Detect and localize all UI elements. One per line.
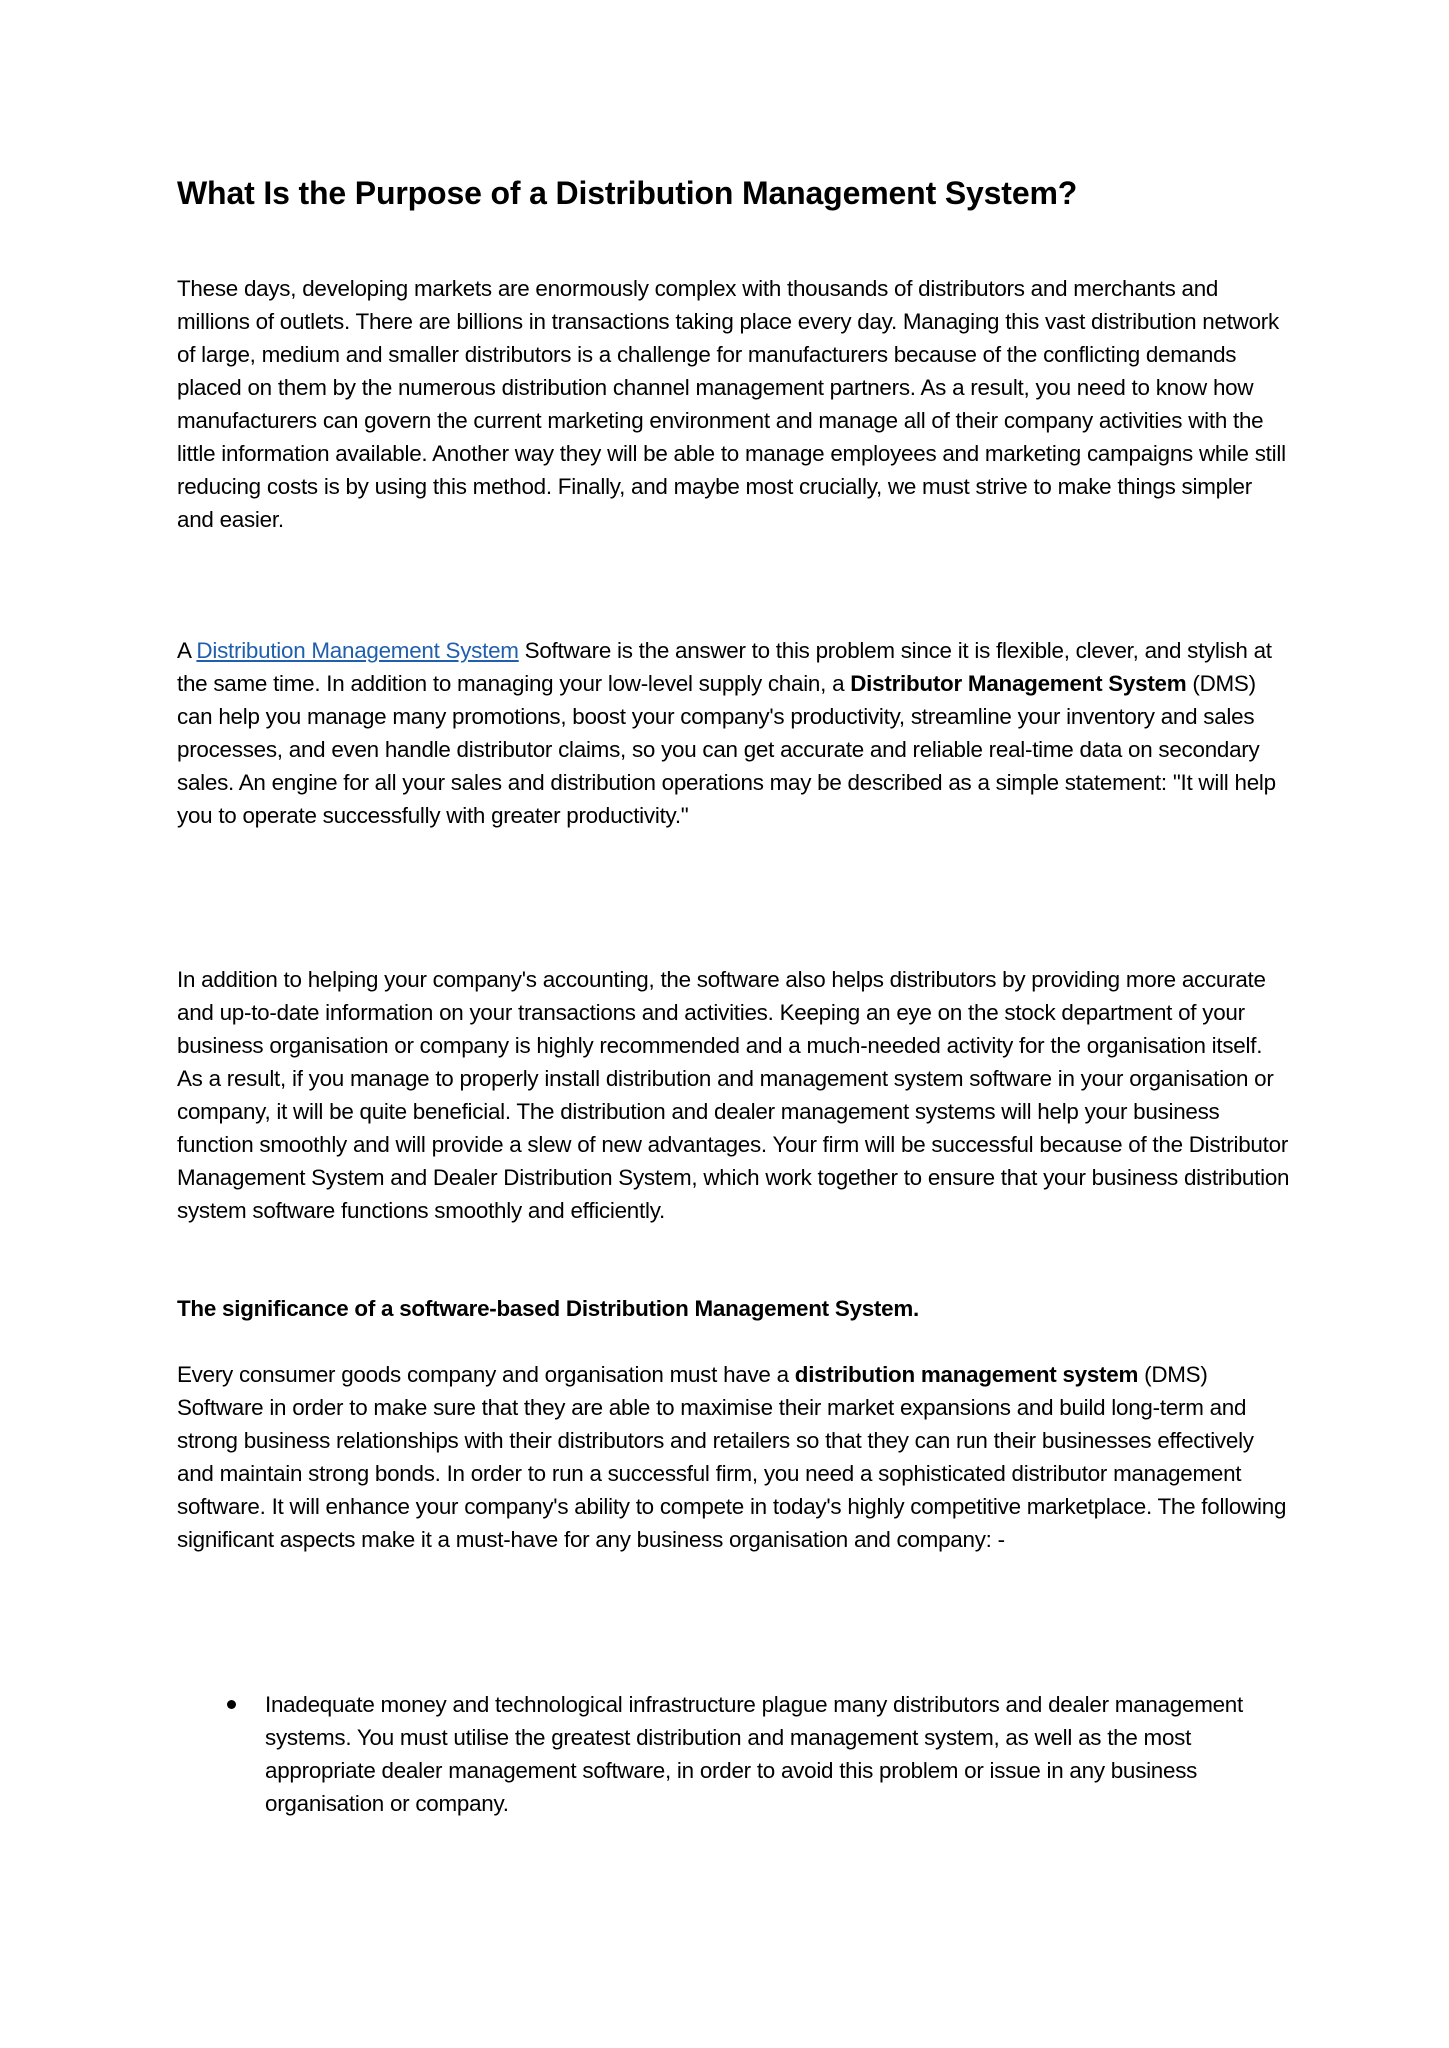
bold-term-distributor-management-system: Distributor Management System [850, 671, 1187, 696]
distribution-management-system-link[interactable]: Distribution Management System [196, 638, 519, 663]
paragraph-lead-text: A [177, 638, 197, 663]
aspects-bullet-list [177, 1688, 1292, 1820]
paragraph-tail-text: (DMS) Software in order to make sure that they are able to maximise their market expansions and build long-term and strong business relationships with their distributors and retailers so that they can run their businesses effectively and maintain strong bonds. In order to run a successful firm, you need a sophisticated distributor management software. It will enhance your company's ability to compete in today's highly competitive marketplace. The following significant aspects make it a must-have for any business organisation and company: - [177, 1362, 1287, 1552]
intro-paragraph: These days, developing markets are enormously complex with thousands of distributors and merchants and millions of outlets. There are billions in transactions taking place every day. Managing this vast distribution network of large, medium and smaller distributors is a challenge for manufacturers because of the conflicting demands placed on them by the numerous distribution channel management partners. As a result, you need to know how manufacturers can govern the current marketing environment and manage all of their company activities with the little information available. Another way they will be able to manage employees and marketing campaigns while still reducing costs is by using this method. Finally, and maybe most crucially, we must strive to make things simpler and easier. [177, 276, 1286, 532]
paragraph-mid-text: Software is the answer to this problem since it is flexible, clever, and stylish at the same time. In addition to managing your low-level supply chain, a [177, 638, 1272, 696]
list-item [177, 1688, 1292, 1820]
dms-answer-paragraph [177, 634, 1292, 832]
significance-paragraph [177, 1358, 1292, 1556]
bold-term-distribution-management-system: distribution management system [794, 1362, 1139, 1387]
accounting-paragraph: In addition to helping your company's accounting, the software also helps distributors by providing more accurate and up-to-date information on your transactions and activities. Keeping an eye on the stock department of your business organisation or company is highly recommended and a much-needed activity for the organisation itself. As a result, if you manage to properly install distribution and management system software in your organisation or company, it will be quite beneficial. The distribution and dealer management systems will help your business function smoothly and will provide a slew of new advantages. Your firm will be successful because of the Distributor Management System and Dealer Distribution System, which work together to ensure that your business distribution system software functions smoothly and efficiently. [177, 967, 1290, 1223]
list-item-text: Inadequate money and technological infrastructure plague many distributors and dealer management systems. You must utilise the greatest distribution and management system, as well as the most appropriate dealer management software, in order to avoid this problem or issue in any business organisation or company. [265, 1692, 1243, 1816]
page-title: What Is the Purpose of a Distribution Management System? [177, 175, 1078, 211]
document-page [177, 0, 1292, 2048]
bullet-dot-icon [227, 1700, 236, 1709]
paragraph-tail-text: (DMS) can help you manage many promotions, boost your company's productivity, streamline your inventory and sales processes, and even handle distributor claims, so you can get accurate and reliable real-time data on secondary sales. An engine for all your sales and distribution operations may be described as a simple statement: "It will help you to operate successfully with greater productivity." [177, 671, 1276, 828]
subheading-text: The significance of a software-based Distribution Management System. [177, 1296, 919, 1321]
section-subheading [177, 1292, 1292, 1325]
paragraph-lead-text: Every consumer goods company and organisation must have a [177, 1362, 795, 1387]
